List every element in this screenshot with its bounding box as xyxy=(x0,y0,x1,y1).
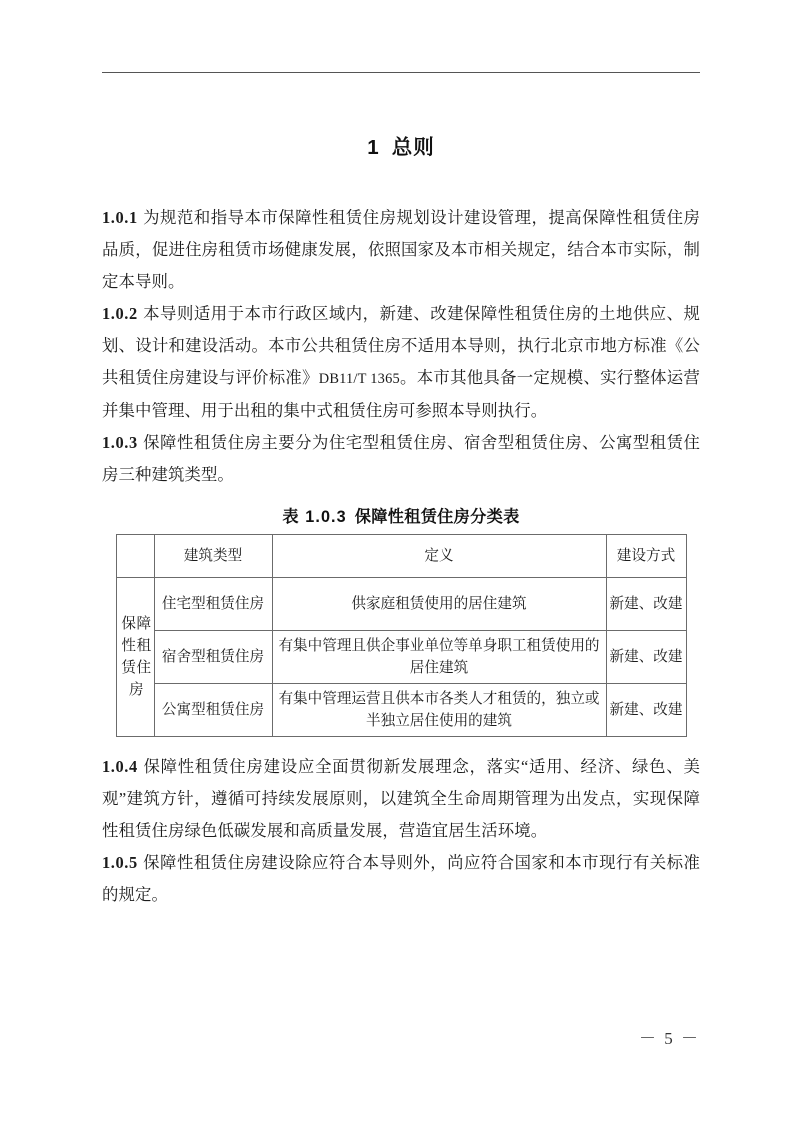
cell-building-type: 住宅型租赁住房 xyxy=(154,578,272,631)
clause-text: 保障性租赁住房主要分为住宅型租赁住房、宿舍型租赁住房、公寓型租赁住房三种建筑类型。 xyxy=(102,433,700,484)
chapter-title-text: 总则 xyxy=(391,136,435,159)
clause-1-0-4 xyxy=(102,751,700,847)
cell-building-type: 宿舍型租赁住房 xyxy=(154,631,272,684)
table-header-definition: 定义 xyxy=(272,535,606,578)
classification-table-block xyxy=(102,503,700,737)
clause-number: 1.0.2 xyxy=(102,304,138,323)
clause-number: 1.0.4 xyxy=(102,757,138,776)
table-row xyxy=(116,578,686,631)
clause-text: 保障性租赁住房建设除应符合本导则外，尚应符合国家和本市现行有关标准的规定。 xyxy=(102,853,700,904)
page-content xyxy=(102,130,700,911)
clause-text: 保障性租赁住房建设应全面贯彻新发展理念，落实“适用、经济、绿色、美观”建筑方针，遵循可持续发展原则，以建筑全生命周期管理为出发点，实现保障性租赁住房绿色低碳发展和高质量发展，营造宜居生活环境。 xyxy=(102,757,700,840)
page-title xyxy=(102,130,700,160)
table-header-building-type: 建筑类型 xyxy=(154,535,272,578)
table-row-group-label xyxy=(116,578,154,737)
chapter-number: 1 xyxy=(367,136,380,159)
clause-text-part-1: 本导则适用于本市行政区域内，新建、改建保障性租赁住房的土地供应、规划、设计和建设活动。本市公共租赁住房不适用本导则，执行北京市地方标准《公共租赁住房建设与评价标准》 xyxy=(102,304,700,387)
table-caption xyxy=(102,503,700,527)
clause-1-0-1 xyxy=(102,202,700,298)
cell-definition: 供家庭租赁使用的居住建筑 xyxy=(272,578,606,631)
cell-construction-method: 新建、改建 xyxy=(606,578,686,631)
table-caption-title: 保障性租赁住房分类表 xyxy=(354,508,520,526)
table-header-row xyxy=(116,535,686,578)
row-group-label-text: 保障性租赁住房 xyxy=(121,616,152,698)
table-row xyxy=(116,631,686,684)
clause-1-0-5 xyxy=(102,847,700,911)
cell-definition: 有集中管理运营且供本市各类人才租赁的，独立或半独立居住使用的建筑 xyxy=(272,684,606,737)
cell-building-type: 公寓型租赁住房 xyxy=(154,684,272,737)
cell-construction-method: 新建、改建 xyxy=(606,684,686,737)
clause-1-0-2 xyxy=(102,298,700,427)
clause-number: 1.0.1 xyxy=(102,208,138,227)
clause-number: 1.0.3 xyxy=(102,433,138,452)
clause-text: 为规范和指导本市保障性租赁住房规划设计建设管理，提高保障性租赁住房品质，促进住房租赁市场健康发展，依照国家及本市相关规定，结合本市实际，制定本导则。 xyxy=(102,208,700,291)
header-rule xyxy=(102,72,700,73)
clause-1-0-3 xyxy=(102,427,700,491)
clause-text-part-2: 。本市其他具备一定规模、实行整体运营并集中管理、用于出租的集中式租赁住房可参照本导则执行。 xyxy=(102,368,700,420)
table-header-blank xyxy=(116,535,154,578)
table-header-construction-method: 建设方式 xyxy=(606,535,686,578)
cell-construction-method: 新建、改建 xyxy=(606,631,686,684)
clause-number: 1.0.5 xyxy=(102,853,138,872)
cell-definition: 有集中管理且供企事业单位等单身职工租赁使用的居住建筑 xyxy=(272,631,606,684)
classification-table xyxy=(116,534,687,737)
standard-code: DB11/T 1365 xyxy=(318,371,400,387)
table-row xyxy=(116,684,686,737)
page-number: － 5 － xyxy=(639,1029,700,1048)
table-caption-number: 表 1.0.3 xyxy=(282,508,347,526)
